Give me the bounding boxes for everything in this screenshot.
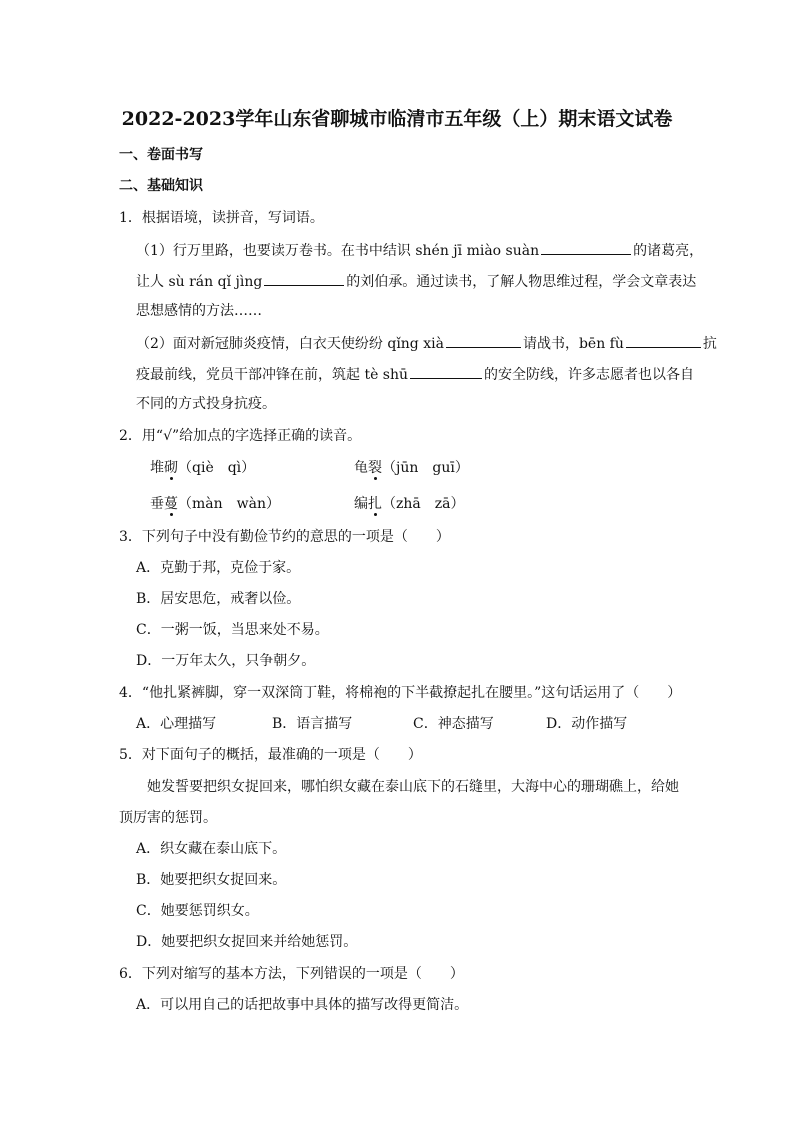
- q2-pinyin: （qiè qì）: [178, 460, 256, 476]
- q2-option-c[interactable]: [150, 495, 280, 513]
- answer-blank[interactable]: [541, 240, 631, 255]
- q3-option-b[interactable]: B．居安思危，戒奢以俭。: [136, 591, 301, 607]
- q3-option-d[interactable]: D．一万年太久，只争朝夕。: [136, 653, 316, 669]
- q1-text: 的诸葛亮，: [633, 243, 704, 259]
- q2-dotted-char: 裂: [368, 460, 382, 476]
- q2-char: 龟: [354, 460, 368, 476]
- answer-blank[interactable]: [264, 271, 344, 286]
- question-2-stem: 2．用“√”给加点的字选择正确的读音。: [119, 428, 362, 444]
- q1-text: 让人 sù rán qǐ jìng: [136, 274, 263, 290]
- q2-char: 堆: [150, 460, 164, 476]
- q1-text: 的安全防线，许多志愿者也以各自: [484, 367, 695, 383]
- question-1-part2-line3: 不同的方式投身抗疫。: [136, 396, 276, 412]
- question-1-stem: 1．根据语境，读拼音，写词语。: [119, 210, 324, 226]
- answer-blank[interactable]: [446, 333, 521, 348]
- q5-option-a[interactable]: A．织女藏在泰山底下。: [136, 841, 287, 857]
- q2-option-a[interactable]: [150, 459, 255, 477]
- q4-option-d[interactable]: D．动作描写: [546, 716, 628, 732]
- q5-option-d[interactable]: D．她要把织女捉回来并给她惩罚。: [136, 934, 358, 950]
- q2-dotted-char: 扎: [368, 496, 382, 512]
- question-1-part2-line2: [136, 364, 694, 384]
- q6-option-a[interactable]: A．可以用自己的话把故事中具体的描写改得更简洁。: [136, 997, 469, 1013]
- q2-dotted-char: 蔓: [164, 496, 178, 512]
- q2-char: 垂: [150, 496, 164, 512]
- question-3-stem: 3．下列句子中没有勤俭节约的意思的一项是（ ）: [119, 529, 450, 545]
- answer-blank[interactable]: [410, 364, 482, 379]
- q2-pinyin: （jūn guī）: [382, 460, 469, 476]
- q2-char: 编: [354, 496, 368, 512]
- question-1-part2-line1: [136, 333, 717, 353]
- question-1-part1-line2: [136, 271, 696, 291]
- q1-text: 的刘伯承。通过读书，了解人物思维过程，学会文章表达: [346, 274, 697, 290]
- q5-passage-line1: 她发誓要把织女捉回来，哪怕织女藏在泰山底下的石缝里，大海中心的珊瑚礁上，给她: [147, 779, 679, 795]
- q2-pinyin: （zhā zā）: [382, 496, 465, 512]
- q5-option-b[interactable]: B．她要把织女捉回来。: [136, 872, 287, 888]
- q1-text: 请战书，bēn fù: [522, 336, 624, 352]
- section-heading-writing: 一、卷面书写: [119, 147, 203, 163]
- question-1-part1-line3: 思想感情的方法……: [136, 303, 262, 319]
- question-1-part1-line1: [136, 240, 703, 260]
- q2-dotted-char: 砌: [164, 460, 178, 476]
- q3-option-c[interactable]: C．一粥一饭，当思来处不易。: [136, 622, 329, 638]
- q4-option-b[interactable]: B．语言描写: [272, 716, 353, 732]
- question-6-stem: 6．下列对缩写的基本方法，下列错误的一项是（ ）: [119, 966, 464, 982]
- q1-text: （1）行万里路，也要读万卷书。在书中结识 shén jī miào suàn: [136, 243, 540, 259]
- q4-option-c[interactable]: C．神态描写: [413, 716, 494, 732]
- question-4-stem: 4．“他扎紧裤脚，穿一双深筒丁鞋，将棉袍的下半截撩起扎在腰里。”这句话运用了（ ）: [119, 685, 682, 701]
- page-title: 2022-2023学年山东省聊城市临清市五年级（上）期末语文试卷: [121, 108, 673, 130]
- q1-text: （2）面对新冠肺炎疫情，白衣天使纷纷 qǐng xià: [136, 336, 444, 352]
- q2-option-b[interactable]: [354, 459, 469, 477]
- question-5-stem: 5．对下面句子的概括，最准确的一项是（ ）: [119, 747, 422, 763]
- q5-option-c[interactable]: C．她要惩罚织女。: [136, 903, 259, 919]
- q4-option-a[interactable]: A．心理描写: [136, 716, 217, 732]
- section-heading-basics: 二、基础知识: [119, 178, 203, 194]
- q2-option-d[interactable]: [354, 495, 464, 513]
- q3-option-a[interactable]: A．克勤于邦，克俭于家。: [136, 560, 301, 576]
- q1-text: 疫最前线，党员干部冲锋在前，筑起 tè shū: [136, 367, 409, 383]
- q2-pinyin: （màn wàn）: [178, 496, 280, 512]
- answer-blank[interactable]: [626, 333, 701, 348]
- q1-text: 抗: [702, 336, 717, 352]
- q5-passage-line2: 顶厉害的惩罚。: [119, 810, 217, 826]
